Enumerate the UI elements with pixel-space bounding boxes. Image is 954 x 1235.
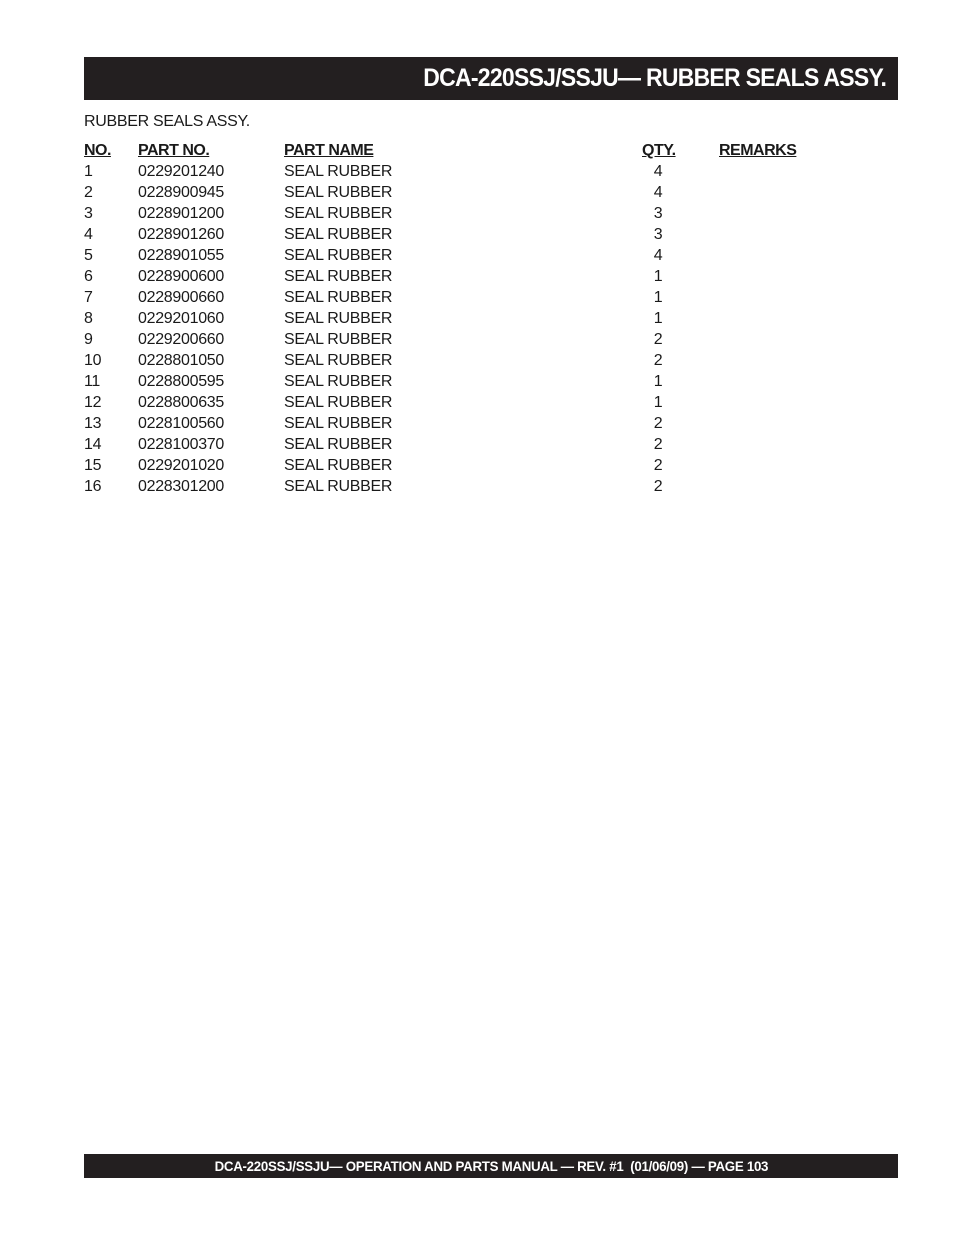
cell-qty: 4 (653, 247, 663, 264)
cell-qty: 4 (653, 184, 663, 201)
table-body (84, 161, 804, 497)
table-row (84, 329, 804, 350)
parts-table (84, 140, 804, 497)
cell-no: 6 (84, 268, 93, 285)
cell-part-name: SEAL RUBBER (284, 310, 393, 327)
table-row (84, 350, 804, 371)
cell-no: 14 (84, 436, 102, 453)
cell-no: 10 (84, 352, 102, 369)
cell-part-no: 0228900600 (138, 268, 224, 285)
cell-part-no: 0228800635 (138, 394, 224, 411)
column-header-no: NO. (84, 142, 111, 159)
cell-part-no: 0229201060 (138, 310, 224, 327)
table-row (84, 371, 804, 392)
cell-part-name: SEAL RUBBER (284, 268, 393, 285)
cell-part-no: 0228801050 (138, 352, 224, 369)
cell-no: 5 (84, 247, 93, 264)
cell-qty: 2 (653, 352, 663, 369)
table-row (84, 266, 804, 287)
cell-qty: 1 (653, 268, 663, 285)
table-row (84, 224, 804, 245)
cell-part-no: 0228901055 (138, 247, 224, 264)
cell-part-name: SEAL RUBBER (284, 457, 393, 474)
cell-qty: 3 (653, 226, 663, 243)
cell-part-name: SEAL RUBBER (284, 184, 393, 201)
cell-no: 8 (84, 310, 93, 327)
cell-part-name: SEAL RUBBER (284, 289, 393, 306)
footer-text: DCA-220SSJ/SSJU— OPERATION AND PARTS MANUAL — REV. #1 (01/06/09) — PAGE 103 (214, 1158, 768, 1174)
cell-no: 16 (84, 478, 102, 495)
cell-qty: 1 (653, 373, 663, 390)
cell-part-no: 0228100370 (138, 436, 224, 453)
table-row (84, 182, 804, 203)
cell-part-no: 0228900660 (138, 289, 224, 306)
cell-part-no: 0228100560 (138, 415, 224, 432)
section-label: RUBBER SEALS ASSY. (84, 113, 250, 130)
cell-part-name: SEAL RUBBER (284, 373, 393, 390)
cell-no: 3 (84, 205, 93, 222)
column-header-part-name: PART NAME (284, 142, 374, 159)
cell-part-name: SEAL RUBBER (284, 478, 393, 495)
cell-qty: 1 (653, 310, 663, 327)
cell-part-no: 0229201020 (138, 457, 224, 474)
cell-no: 2 (84, 184, 93, 201)
cell-qty: 1 (653, 394, 663, 411)
table-row (84, 161, 804, 182)
cell-part-no: 0229200660 (138, 331, 224, 348)
cell-part-name: SEAL RUBBER (284, 436, 393, 453)
table-row (84, 203, 804, 224)
cell-qty: 2 (653, 478, 663, 495)
cell-part-name: SEAL RUBBER (284, 415, 393, 432)
column-header-remarks: REMARKS (719, 142, 797, 159)
cell-no: 13 (84, 415, 102, 432)
cell-part-no: 0228301200 (138, 478, 224, 495)
table-row (84, 392, 804, 413)
cell-no: 11 (84, 373, 101, 390)
table-row (84, 287, 804, 308)
cell-part-name: SEAL RUBBER (284, 331, 393, 348)
column-header-qty: QTY. (642, 142, 676, 159)
cell-no: 7 (84, 289, 93, 306)
cell-part-no: 0228901260 (138, 226, 224, 243)
table-row (84, 434, 804, 455)
page-title: DCA-220SSJ/SSJU— RUBBER SEALS ASSY. (423, 64, 886, 92)
cell-qty: 4 (653, 163, 663, 180)
cell-no: 4 (84, 226, 93, 243)
cell-part-name: SEAL RUBBER (284, 226, 393, 243)
table-row (84, 455, 804, 476)
cell-qty: 3 (653, 205, 663, 222)
header-bar (84, 57, 898, 100)
cell-no: 9 (84, 331, 93, 348)
table-row (84, 413, 804, 434)
cell-qty: 2 (653, 415, 663, 432)
cell-part-name: SEAL RUBBER (284, 247, 393, 264)
cell-part-no: 0228901200 (138, 205, 224, 222)
cell-qty: 2 (653, 331, 663, 348)
cell-part-no: 0228800595 (138, 373, 224, 390)
cell-no: 1 (84, 163, 93, 180)
cell-no: 12 (84, 394, 102, 411)
table-row (84, 308, 804, 329)
footer-bar (84, 1154, 898, 1178)
cell-part-name: SEAL RUBBER (284, 394, 393, 411)
cell-part-name: SEAL RUBBER (284, 205, 393, 222)
cell-part-name: SEAL RUBBER (284, 352, 393, 369)
cell-qty: 2 (653, 436, 663, 453)
column-header-part-no: PART NO. (138, 142, 210, 159)
table-row (84, 245, 804, 266)
cell-qty: 1 (653, 289, 663, 306)
table-header-row (84, 140, 804, 161)
table-row (84, 476, 804, 497)
cell-qty: 2 (653, 457, 663, 474)
cell-part-no: 0229201240 (138, 163, 224, 180)
cell-no: 15 (84, 457, 102, 474)
cell-part-no: 0228900945 (138, 184, 224, 201)
cell-part-name: SEAL RUBBER (284, 163, 393, 180)
